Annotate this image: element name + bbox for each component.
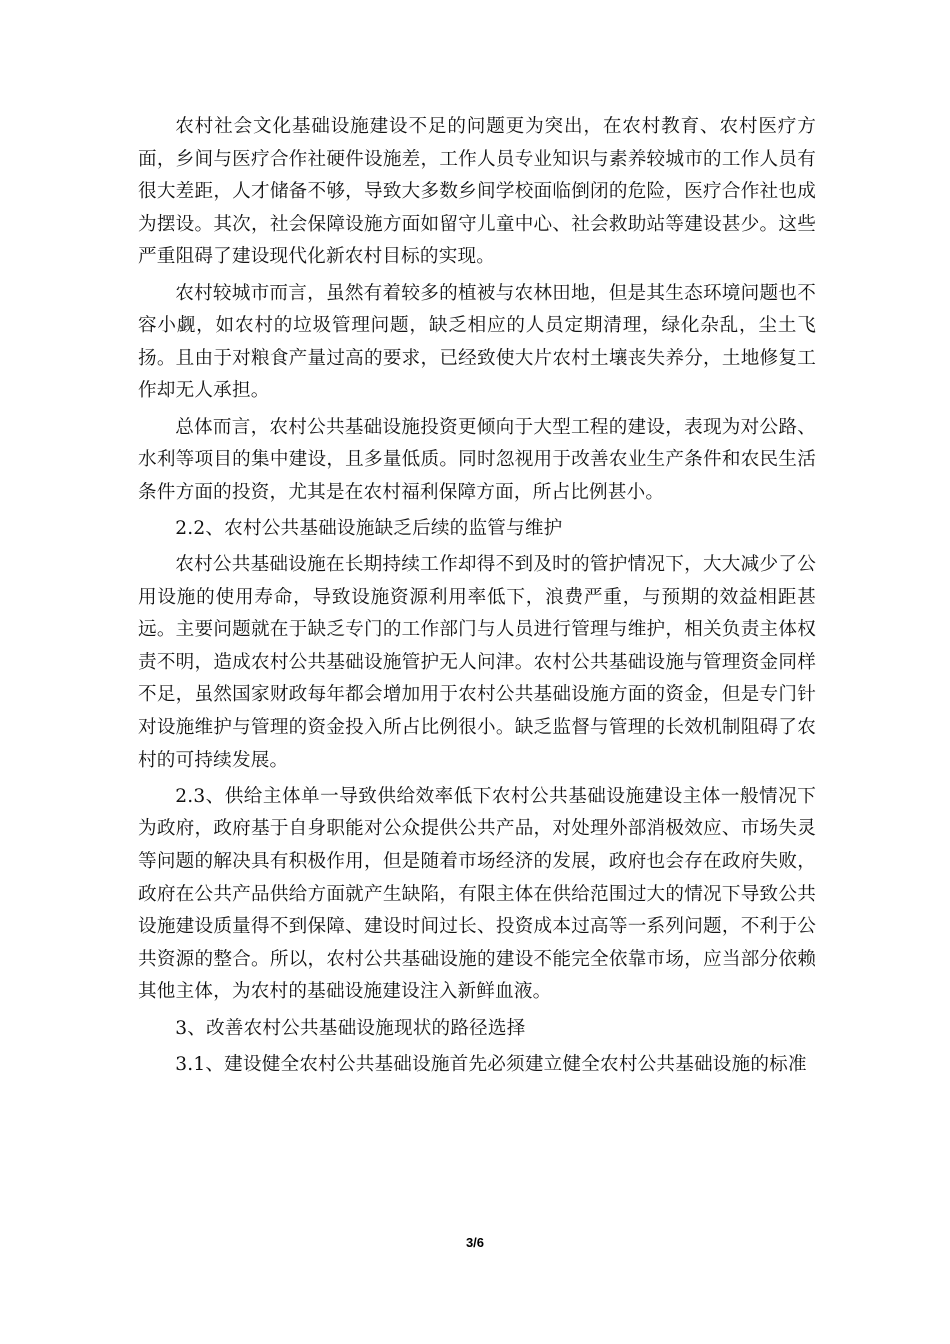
paragraph-maintenance: 农村公共基础设施在长期持续工作却得不到及时的管护情况下，大大减少了公用设施的使用寿命，导致设施资源利用率低下，浪费严重，与预期的效益相距甚远。主要问题就在于缺乏专门的工作部门与人员进行管理与维护，相关负责主体权责不明，造成农村公共基础设施管护无人问津。农村公共基础设施与管理资金同样不足，虽然国家财政每年都会增加用于农村公共基础设施方面的资金，但是专门针对设施维护与管理的资金投入所占比例很小。缺乏监督与管理的长效机制阻碍了农村的可持续发展。 (138, 554, 816, 771)
paragraph-social-culture: 农村社会文化基础设施建设不足的问题更为突出，在农村教育、农村医疗方面，乡间与医疗合作社硬件设施差，工作人员专业知识与素养较城市的工作人员有很大差距，人才储备不够，导致大多数乡间学校面临倒闭的危险，医疗合作社也成为摆设。其次，社会保障设施方面如留守儿童中心、社会救助站等建设甚少。这些严重阻碍了建设现代化新农村目标的实现。 (138, 116, 816, 268)
paragraph-investment: 总体而言，农村公共基础设施投资更倾向于大型工程的建设，表现为对公路、水利等项目的集中建设，且多量低质。同时忽视用于改善农业生产条件和农民生活条件方面的投资，尤其是在农村福利保障方面，所占比例甚小。 (138, 416, 816, 503)
page-number: 3/6 (465, 1235, 485, 1250)
paragraph-3-1: 3.1、建设健全农村公共基础设施首先必须建立健全农村公共基础设施的标准 (175, 1053, 807, 1075)
paragraph-ecology: 农村较城市而言，虽然有着较多的植被与农林田地，但是其生态环境问题也不容小觑，如农村的垃圾管理问题，缺乏相应的人员定期清理，绿化杂乱，尘土飞扬。且由于对粮食产量过高的要求，已经致使大片农村土壤丧失养分，土地修复工作却无人承担。 (138, 282, 816, 402)
heading-3: 3、改善农村公共基础设施现状的路径选择 (175, 1017, 526, 1039)
document-body (138, 111, 816, 1085)
paragraph-2-3-supply: 2.3、供给主体单一导致供给效率低下农村公共基础设施建设主体一般情况下为政府，政府基于自身职能对公众提供公共产品，对处理外部消极效应、市场失灵等问题的解决具有积极作用，但是随着市场经济的发展，政府也会存在政府失败，政府在公共产品供给方面就产生缺陷，有限主体在供给范围过大的情况下导致公共设施建设质量得不到保障、建设时间过长、投资成本过高等一系列问题，不利于公共资源的整合。所以，农村公共基础设施的建设不能完全依靠市场，应当部分依赖其他主体，为农村的基础设施建设注入新鲜血液。 (138, 785, 816, 1003)
heading-2-2: 2.2、农村公共基础设施缺乏后续的监管与维护 (175, 517, 563, 539)
